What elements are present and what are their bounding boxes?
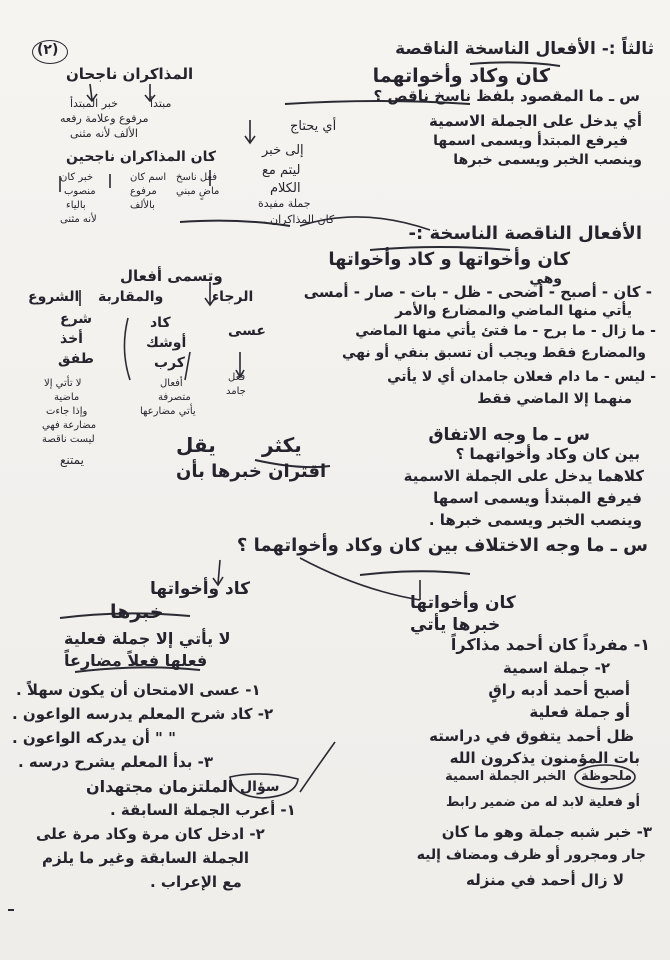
sual-item-2: ٢- ادخل كان مرة وكاد مرة على bbox=[36, 825, 265, 843]
sual-item-4: مع الإعراب . bbox=[150, 873, 242, 891]
kad-example-2b: " " أن يدركه الواعون . bbox=[12, 729, 176, 747]
answer-1-line-3: وينصب الخبر ويسمى خبرها bbox=[453, 152, 642, 168]
note-1: لا تأتي إلا bbox=[44, 378, 82, 389]
kad-example-1: ١- عسى الامتحان أن يكون سهلاً . bbox=[16, 681, 261, 699]
header-raja: الرجاء bbox=[212, 289, 254, 305]
shuru-1: شرع bbox=[60, 311, 93, 327]
note-text-2: أو فعلية لابد له من ضمير رابط bbox=[445, 795, 640, 810]
label-alif: الألف لأنه مثنى bbox=[70, 127, 138, 140]
need-line-2: إلى خبر bbox=[262, 143, 304, 158]
kad-rule-1: لا يأتي إلا جملة فعلية bbox=[64, 629, 231, 648]
need-sentence: جملة مفيدة bbox=[258, 197, 311, 210]
section-2-subtitle: كان وأخواتها و كاد وأخواتها bbox=[328, 249, 570, 270]
example-sentence-2: كان المذاكران ناجحين bbox=[66, 149, 217, 165]
kan-khabar: خبرها يأتي bbox=[410, 615, 501, 635]
label-madi: ماضٍ مبني bbox=[176, 186, 220, 197]
kad-example-2: ٢- كاد شرح المعلم يدرسه الواعون . bbox=[12, 705, 274, 723]
kan-item-9: لا زال أحمد في منزله bbox=[466, 871, 624, 889]
need-example: كان المذاكران ... bbox=[256, 213, 335, 226]
kan-item-7: ٣- خبر شبه جملة وهو ما كان bbox=[441, 823, 652, 841]
shuru-2: أخذ bbox=[60, 331, 83, 347]
kan-item-4: أو جملة فعلية bbox=[529, 703, 630, 721]
page-number: (٢) bbox=[37, 42, 59, 58]
label-fil: فعل ناسخ bbox=[176, 172, 218, 183]
question-2: س ـ ما وجه الاتفاق bbox=[428, 425, 590, 445]
sual-item-1: ١- أعرب الجملة السابقة . bbox=[110, 801, 296, 819]
answer-1-line-2: فيرفع المبتدأ ويسمى اسمها bbox=[433, 133, 628, 149]
note-text-1: الخبر الجملة اسمية bbox=[445, 769, 566, 784]
verbs-line-6: منهما إلا الماضي فقط bbox=[477, 391, 632, 407]
kan-item-2: ٢- جملة اسمية bbox=[502, 659, 610, 677]
answer-2-line-3: وينصب الخبر ويسمى خبرها . bbox=[428, 511, 642, 529]
kan-item-8: جار ومجرور أو ظرف ومضاف إليه bbox=[416, 847, 646, 863]
verbs-line-4: والمضارع فقط ويجب أن تسبق بنفي أو نهي bbox=[341, 345, 646, 361]
section-2-title: الأفعال الناقصة الناسخة :- bbox=[408, 223, 642, 244]
note-2: ماضية bbox=[54, 392, 80, 403]
kan-item-3: أصبح أحمد أدبه راقٍ bbox=[488, 681, 630, 699]
page-title: ثالثاً :- الأفعال الناسخة الناقصة bbox=[395, 39, 654, 59]
shuru-3: طفق bbox=[58, 351, 94, 367]
header-muqaraba: والمقاربة bbox=[98, 289, 164, 305]
label-bialif: بالألف bbox=[130, 200, 155, 211]
need-line-3: ليتم مع bbox=[262, 163, 301, 178]
tusamma-afal: وتسمى أفعال bbox=[120, 267, 223, 285]
raja-1: عسى bbox=[228, 323, 266, 339]
page-subtitle: كان وكاد وأخواتهما bbox=[372, 65, 550, 87]
label-khabarkan: خبر كان bbox=[60, 172, 94, 183]
muqaraba-2: أوشك bbox=[146, 335, 187, 351]
label-biya: بالياء bbox=[66, 200, 86, 211]
sual-label: سؤال bbox=[240, 779, 280, 795]
verbs-line-1: - كان - أصبح - أضحى - ظل - بات - صار - أمسى bbox=[303, 283, 652, 301]
label-raf: مرفوع وعلامة رفعه bbox=[60, 112, 149, 125]
kan-item-5: ظل أحمد يتفوق في دراسته bbox=[429, 727, 634, 745]
awshak-2: متصرفة bbox=[158, 392, 191, 403]
need-line-1: أي يحتاج bbox=[290, 119, 337, 134]
label-mansub: منصوب bbox=[64, 186, 96, 197]
verbs-line-2: يأتي منها الماضي والمضارع والأمر bbox=[395, 303, 632, 319]
note-label: ملحوظة bbox=[580, 769, 632, 784]
awshak-1: أفعال bbox=[160, 378, 183, 389]
label-mutanna: لأنه مثنى bbox=[60, 214, 97, 225]
kad-khabar: خبرها bbox=[110, 601, 164, 623]
kad-column-title: كاد وأخواتها bbox=[150, 579, 251, 599]
kad-example-3: ٣- بدأ المعلم يشرح درسه . bbox=[18, 753, 214, 771]
asa-2: جامد bbox=[226, 386, 246, 397]
kan-column-title: كان وأخواتها bbox=[410, 593, 516, 613]
yaqil: يقل bbox=[176, 433, 216, 457]
verbs-line-5: - ليس - ما دام فعلان جامدان أي لا يأتي bbox=[387, 369, 656, 385]
question-3: س ـ ما وجه الاختلاف بين كان وكاد وأخواتهما ؟ bbox=[236, 535, 648, 556]
need-line-4: الكلام bbox=[270, 181, 301, 196]
answer-2-line-1: كلاهما يدخل على الجملة الاسمية bbox=[403, 467, 644, 485]
mumtani: يمتنع bbox=[60, 453, 84, 467]
muqaraba-1: كاد bbox=[150, 315, 171, 331]
yakthur: يكثر bbox=[262, 433, 302, 457]
kan-item-1: ١- مفرداً كان أحمد مذاكراً bbox=[450, 635, 650, 654]
section-2-wahiya: وهي bbox=[529, 271, 562, 287]
note-3: وإذا جاءت bbox=[46, 406, 88, 417]
label-mubtada: مبتدأ bbox=[150, 97, 172, 110]
label-khabar: خبر المبتدأ bbox=[70, 97, 118, 110]
answer-1-line-1: أي يدخل على الجملة الاسمية bbox=[428, 112, 642, 130]
note-4: مضارعة فهي bbox=[42, 420, 97, 431]
example-sentence: المذاكران ناجحان bbox=[66, 65, 194, 83]
label-ismkan: اسم كان bbox=[130, 172, 167, 183]
label-marfu: مرفوع bbox=[130, 186, 157, 197]
asa-1: فعل bbox=[228, 372, 246, 383]
awshak-3: يأتي مضارعها bbox=[140, 406, 196, 417]
verbs-line-3: - ما زال - ما برح - ما فتئ يأتي منها الماضي bbox=[355, 323, 656, 339]
kad-rule-2: فعلها فعلاً مضارعاً bbox=[64, 651, 208, 670]
sual-item-3: الجملة السابقة وغير ما يلزم bbox=[42, 849, 249, 867]
sual-example: الملتزمان مجتهدان bbox=[86, 777, 234, 796]
muqaraba-3: كرب bbox=[154, 355, 185, 371]
iqtiran: اقتران خبرها بأن bbox=[176, 461, 327, 482]
answer-2-line-2: فيرفع المبتدأ ويسمى اسمها bbox=[433, 489, 642, 507]
question-2b: بين كان وكاد وأخواتهما ؟ bbox=[455, 445, 640, 463]
note-5: ليست ناقصة bbox=[42, 434, 95, 445]
question-1: س ـ ما المقصود بلفظ ناسخ ناقص ؟ bbox=[373, 87, 640, 105]
header-shuru: الشروع bbox=[28, 289, 80, 305]
kan-item-6: بات المؤمنون يذكرون الله bbox=[449, 749, 640, 767]
